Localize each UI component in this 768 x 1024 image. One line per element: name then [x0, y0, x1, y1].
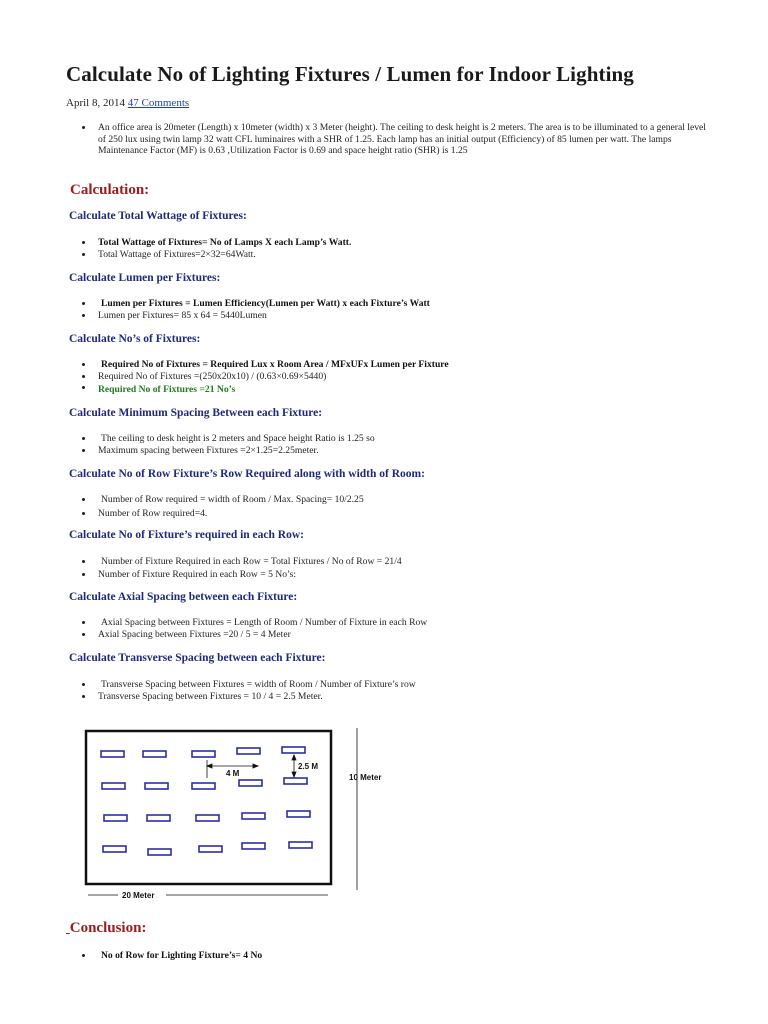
transverse-label: 2.5 M	[298, 762, 319, 771]
calculation-heading: Calculation:	[70, 182, 150, 198]
fixture	[104, 815, 127, 821]
list-item: Transverse Spacing between Fixtures = 10 / 4 = 2.5 Meter.	[98, 691, 698, 703]
section-heading-no-of-fixtures: Calculate No’s of Fixtures:	[69, 333, 201, 345]
conclusion-heading	[66, 920, 146, 937]
section-heading-lumen-per-fixture: Calculate Lumen per Fixtures:	[69, 272, 221, 284]
fixture	[192, 783, 215, 789]
section-heading-min-spacing: Calculate Minimum Spacing Between each Fixture:	[69, 407, 323, 419]
width-label: 10 Meter	[349, 773, 382, 782]
list-item: Number of Row required = width of Room / Max. Spacing= 10/2.25	[98, 494, 698, 506]
fixture	[145, 783, 168, 789]
section-heading-fixtures-per-row: Calculate No of Fixture’s required in each Row:	[69, 529, 304, 541]
section-list-axial-spacing	[98, 617, 698, 640]
fixture	[199, 846, 222, 852]
section-list-min-spacing	[98, 433, 698, 456]
fixture-layout-diagram	[60, 720, 400, 910]
section-heading-transverse-spacing: Calculate Transverse Spacing between each Fixture:	[69, 652, 326, 664]
intro-paragraph: An office area is 20meter (Length) x 10meter (width) x 3 Meter (height). The ceiling to desk height is 2 meters. The area is to be illuminated to a general level of 250 lux using twin lamp 32 watt CFL luminaires with a SHR of 1.25. Each lamp has an initial output (Efficiency) of 85 lumen per watt. The lamps Maintenance Factor (MF) is 0.63 ,Utilization Factor is 0.69 and space height ratio (SHR) is 1.25	[98, 122, 713, 157]
axial-label: 4 M	[226, 769, 240, 778]
section-list-total-wattage	[98, 237, 698, 260]
fixture	[282, 747, 305, 753]
section-heading-axial-spacing: Calculate Axial Spacing between each Fixture:	[69, 591, 298, 603]
section-list-no-of-fixtures	[98, 359, 698, 397]
list-item: Maximum spacing between Fixtures =2×1.25=2.25meter.	[98, 445, 698, 457]
result-highlight: Required No of Fixtures =21 No’s	[98, 382, 698, 397]
list-item: Lumen per Fixtures= 85 x 64 = 5440Lumen	[98, 310, 698, 322]
post-date: April 8, 2014	[66, 97, 125, 109]
fixture	[287, 811, 310, 817]
section-list-transverse-spacing	[98, 679, 698, 702]
fixture	[196, 815, 219, 821]
fixture	[239, 780, 262, 786]
list-item: No of Row for Lighting Fixture’s= 4 No	[98, 950, 698, 962]
fixture	[284, 778, 307, 784]
fixture	[148, 849, 171, 855]
list-item: Number of Row required=4.	[98, 508, 698, 520]
list-item: Required No of Fixtures = Required Lux x Room Area / MFxUFx Lumen per Fixture	[98, 359, 698, 371]
list-item: Transverse Spacing between Fixtures = width of Room / Number of Fixture’s row	[98, 679, 698, 691]
page-title: Calculate No of Lighting Fixtures / Lumen for Indoor Lighting	[66, 62, 634, 86]
list-item: The ceiling to desk height is 2 meters and Space height Ratio is 1.25 so	[98, 433, 698, 445]
section-list-fixtures-per-row	[98, 556, 698, 580]
conclusion-list	[98, 950, 698, 962]
length-label: 20 Meter	[122, 891, 155, 900]
list-item: Axial Spacing between Fixtures = Length of Room / Number of Fixture in each Row	[98, 617, 698, 629]
conclusion-heading-text: Conclusion:	[69, 920, 147, 936]
list-item: Lumen per Fixtures = Lumen Efficiency(Lumen per Watt) x each Fixture’s Watt	[98, 298, 698, 310]
fixture	[192, 751, 215, 757]
section-heading-rows-required: Calculate No of Row Fixture’s Row Required along with width of Room:	[69, 468, 425, 480]
fixture	[237, 748, 260, 754]
list-item: Number of Fixture Required in each Row = 5 No’s:	[98, 569, 698, 581]
fixture	[102, 783, 125, 789]
fixture	[101, 751, 124, 757]
list-item: Total Wattage of Fixtures=2×32=64Watt.	[98, 249, 698, 261]
fixture	[147, 815, 170, 821]
section-list-lumen-per-fixture	[98, 298, 698, 321]
list-item: Total Wattage of Fixtures= No of Lamps X each Lamp’s Watt.	[98, 237, 698, 249]
fixture	[103, 846, 126, 852]
fixture	[289, 842, 312, 848]
comments-link[interactable]: 47 Comments	[127, 97, 190, 109]
list-item: Number of Fixture Required in each Row = Total Fixtures / No of Row = 21/4	[98, 556, 698, 568]
list-item: Required No of Fixtures =(250x20x10) / (0.63×0.69×5440)	[98, 371, 698, 383]
post-meta	[66, 97, 189, 109]
list-item: Axial Spacing between Fixtures =20 / 5 = 4 Meter	[98, 629, 698, 641]
fixture	[242, 813, 265, 819]
section-heading-total-wattage: Calculate Total Wattage of Fixtures:	[69, 210, 247, 222]
fixture	[143, 751, 166, 757]
section-list-rows-required	[98, 494, 698, 519]
fixture	[242, 843, 265, 849]
